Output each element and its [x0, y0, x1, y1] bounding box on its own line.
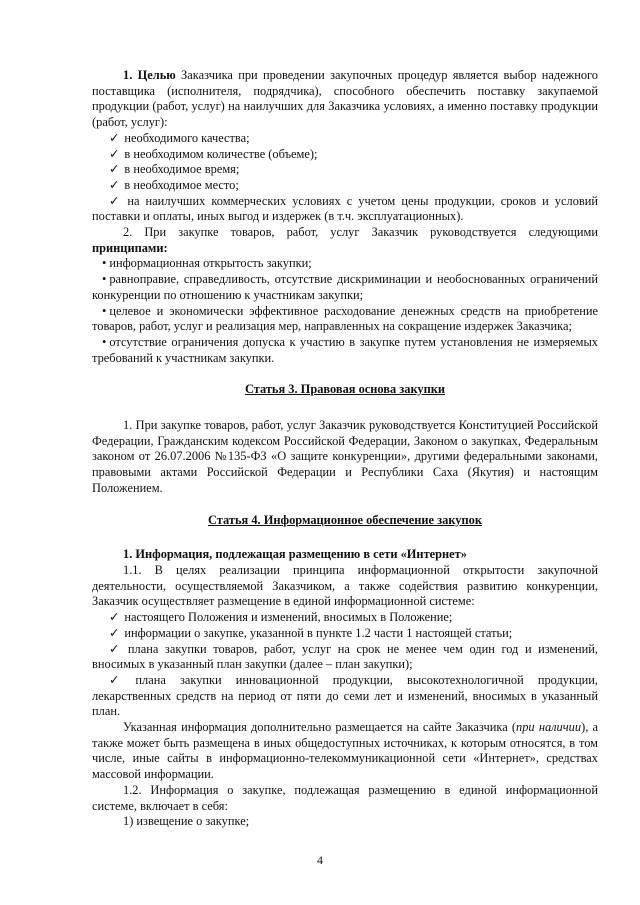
check-item [92, 194, 598, 225]
check-item-text: плана закупки инновационной продукции, высокотехнологичной продукции, лекарственных средств на период от пяти до семи лет и изменений, вносимых в указанный план. [92, 672, 598, 719]
check-item [92, 131, 598, 147]
internet-info-subheading: 1. Информация, подлежащая размещению в сети «Интернет» [123, 547, 467, 562]
check-icon: ✓ [109, 625, 120, 640]
check-item-text: на наилучших коммерческих условиях с учетом цены продукции, сроков и условий поставки и оплаты, иных выгод и издержек (в т.ч. эксплуатационных). [92, 193, 598, 224]
check-item-text: настоящего Положения и изменений, вносимых в Положение; [124, 610, 453, 625]
bullet-icon: • [102, 303, 107, 318]
check-item-text: в необходимое время; [124, 162, 240, 177]
bullet-item-text: информационная открытость закупки; [109, 256, 312, 271]
check-icon: ✓ [109, 193, 123, 208]
bullet-item [92, 335, 598, 366]
check-item [92, 178, 598, 194]
check-icon: ✓ [109, 610, 120, 625]
additional-info-paragraph [92, 720, 598, 783]
check-item [92, 673, 598, 720]
additional-info-before: Указанная информация дополнительно размещается на сайте Заказчика ( [123, 720, 517, 735]
check-item [92, 610, 598, 626]
goal-paragraph [92, 68, 598, 131]
principles-text: 2. При закупке товаров, работ, услуг Заказчик руководствуется следующими [123, 225, 598, 240]
bullet-icon: • [102, 256, 107, 271]
check-icon: ✓ [109, 672, 131, 687]
check-icon: ✓ [109, 146, 120, 161]
clause-1-2: 1.2. Информация о закупке, подлежащая размещению в единой информационной системе, включает в себя: [92, 782, 598, 813]
article-4-heading: Статья 4. Информационное обеспечение закупок [208, 512, 482, 527]
check-item-text: необходимого качества; [124, 130, 250, 145]
article-3-heading: Статья 3. Правовая основа закупки [244, 382, 446, 397]
check-item [92, 642, 598, 673]
clause-1-1: 1.1. В целях реализации принципа информационной открытости закупочной деятельности, осуществляемой Заказчиком, а также содействия развитию конкуренции, Заказчик осуществляет размещение в единой информационной системе: [92, 562, 598, 609]
check-item [92, 162, 598, 178]
bullet-item-text: целевое и экономически эффективное расходование денежных средств на приобретение товаров, работ, услуг и реализация мер, направленных на сокращение издержек Заказчика; [92, 303, 598, 334]
additional-info-after: ), а также может быть размещена в иных общедоступных источниках, к которым относятся, в том числе, иные сайты в информационно-телекоммуникационной сети «Интернет», средствах массовой информации. [92, 720, 598, 782]
check-icon: ✓ [109, 177, 120, 192]
bullet-item-text: равноправие, справедливость, отсутствие дискриминации и необоснованных ограничений конкуренции по отношению к участникам закупки; [92, 272, 598, 302]
principles-colon: : [163, 240, 168, 255]
goal-text: Заказчика при проведении закупочных процедур является выбор надежного поставщика (исполнителя, подрядчика), способного обеспечить поставку закупаемой продукции (работ, услуг) на наилучших для Заказчика условиях, а именно поставку продукции (работ, услуг): [92, 68, 598, 130]
bullet-icon: • [102, 272, 107, 287]
check-icon: ✓ [109, 130, 120, 145]
principles-paragraph [92, 225, 598, 256]
additional-info-italic: при наличии [516, 720, 582, 735]
check-item-text: плана закупки товаров, работ, услуг на срок не менее чем один год и изменений, вносимых в указанный план закупки (далее – план закупки); [92, 641, 598, 672]
principles-bold: принципами [92, 240, 164, 255]
check-item-text: в необходимое место; [124, 177, 239, 192]
list-item-1: 1) извещение о закупке; [123, 814, 250, 829]
check-item-text: информации о закупке, указанной в пункте 1.2 части 1 настоящей статьи; [124, 625, 513, 640]
check-item-text: в необходимом количестве (объеме); [124, 146, 318, 161]
goal-lead: Целью [137, 68, 176, 82]
bullet-icon: • [102, 334, 107, 349]
check-icon: ✓ [109, 162, 120, 177]
bullet-item [92, 304, 598, 335]
page-number: 4 [317, 853, 323, 867]
check-icon: ✓ [109, 641, 123, 656]
bullet-item [92, 256, 598, 272]
bullet-item [92, 272, 598, 303]
bullet-item-text: отсутствие ограничения допуска к участию в закупке путем установления не измеряемых требований к участникам закупки. [92, 334, 598, 365]
check-item [92, 147, 598, 163]
goal-number: 1. [123, 68, 133, 82]
check-item [92, 626, 598, 642]
article-3-paragraph: 1. При закупке товаров, работ, услуг Заказчик руководствуется Конституцией Российской Федерации, Гражданским кодексом Российской Федерации, Законом о закупках, Федеральным законом от 26.07.2006 №135-ФЗ «О защите конкуренции», другими федеральными законами, правовыми актами Российской Федерации и Республики Саха (Якутия) и настоящим Положением. [92, 418, 598, 495]
